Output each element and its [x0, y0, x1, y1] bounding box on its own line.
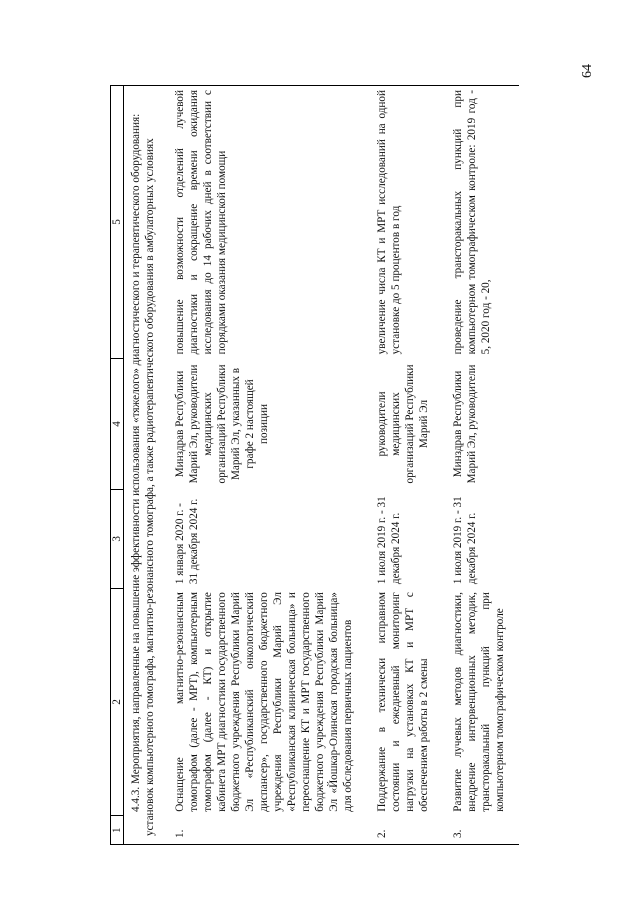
responsible-cell: Минздрав Республики Марий Эл, руководители: [452, 364, 478, 484]
activity-cell: Оснащение магнитно-резонансным томографом (далее - МРТ), компьютерным томографом (далее - КТ) и открытие кабинета МРТ диагностики государственного бюджетного учреждения Республики Марий Эл «Республиканский онкологический диспансер», государственного бюджетного учреждения Республики Марий Эл «Республиканская клиническая больница» и переоснащение КТ и МРТ государственного бюджетного учреждения Республики Марий Эл «Йошкар-Олинская городская больница» для обследования первичных пациентов: [174, 592, 354, 812]
section-title: 4.4.3. Мероприятия, направленные на повышение эффективности использования «тяжелого» диагностического и терапевтического оборудования: установок компьютерного томографа, магнитно-резонансного томографа, а также радиотерапевтического оборудования в амбулаторных условиях: [124, 86, 166, 845]
period-cell: 1 января 2020 г. - 31 декабря 2024 г.: [174, 498, 200, 585]
result-cell: увеличение числа КТ и МРТ исследований на одной установке до 5 процентов в год: [367, 86, 443, 359]
table-row: [165, 86, 367, 845]
table-row: [443, 86, 519, 845]
period-cell: 1 июля 2019 г. - 31 декабря 2024 г.: [376, 496, 402, 585]
row-number: 1.: [165, 816, 367, 845]
column-header-4: 4: [111, 358, 124, 489]
page-number: 64: [580, 64, 595, 78]
table-row: [367, 86, 443, 845]
measures-table: [110, 85, 519, 845]
column-number-row: [111, 86, 124, 845]
result-cell: повышение возможности отделений лучевой диагностики и сокращение времени ожидания исследования до 14 рабочих дней в соответствии с порядками оказания медицинской помощи: [165, 86, 367, 359]
section-row: [124, 86, 166, 845]
column-header-5: 5: [111, 86, 124, 359]
column-header-2: 2: [111, 588, 124, 816]
row-number: 2.: [367, 816, 443, 845]
result-cell: проведение трансторакальных пункций при компьютерном томографическом контроле: 2019 год - 5, 2020 год - 20,: [443, 86, 519, 359]
rotated-table-container: [110, 85, 610, 845]
column-header-1: 1: [111, 816, 124, 845]
row-number: 3.: [443, 816, 519, 845]
column-header-3: 3: [111, 490, 124, 588]
responsible-cell: Минздрав Республики Марий Эл, руководители медицинских организаций Республики Марий Эл, указанных в графе 2 настоящей позиции: [174, 364, 270, 484]
responsible-cell: руководители медицинских организаций Республики Марий Эл: [376, 364, 430, 484]
period-cell: 1 июля 2019 г. - 31 декабря 2024 г.: [452, 496, 478, 585]
activity-cell: Развитие лучевых методов диагностики, внедрение интервенционных методик, трансторакальный пункций при компьютерном томографическом контроле: [452, 592, 506, 812]
activity-cell: Поддержание в технически исправном состоянии и ежедневный мониторинг нагрузки на установках КТ и МРТ с обеспечением работы в 2 смены: [376, 592, 430, 812]
